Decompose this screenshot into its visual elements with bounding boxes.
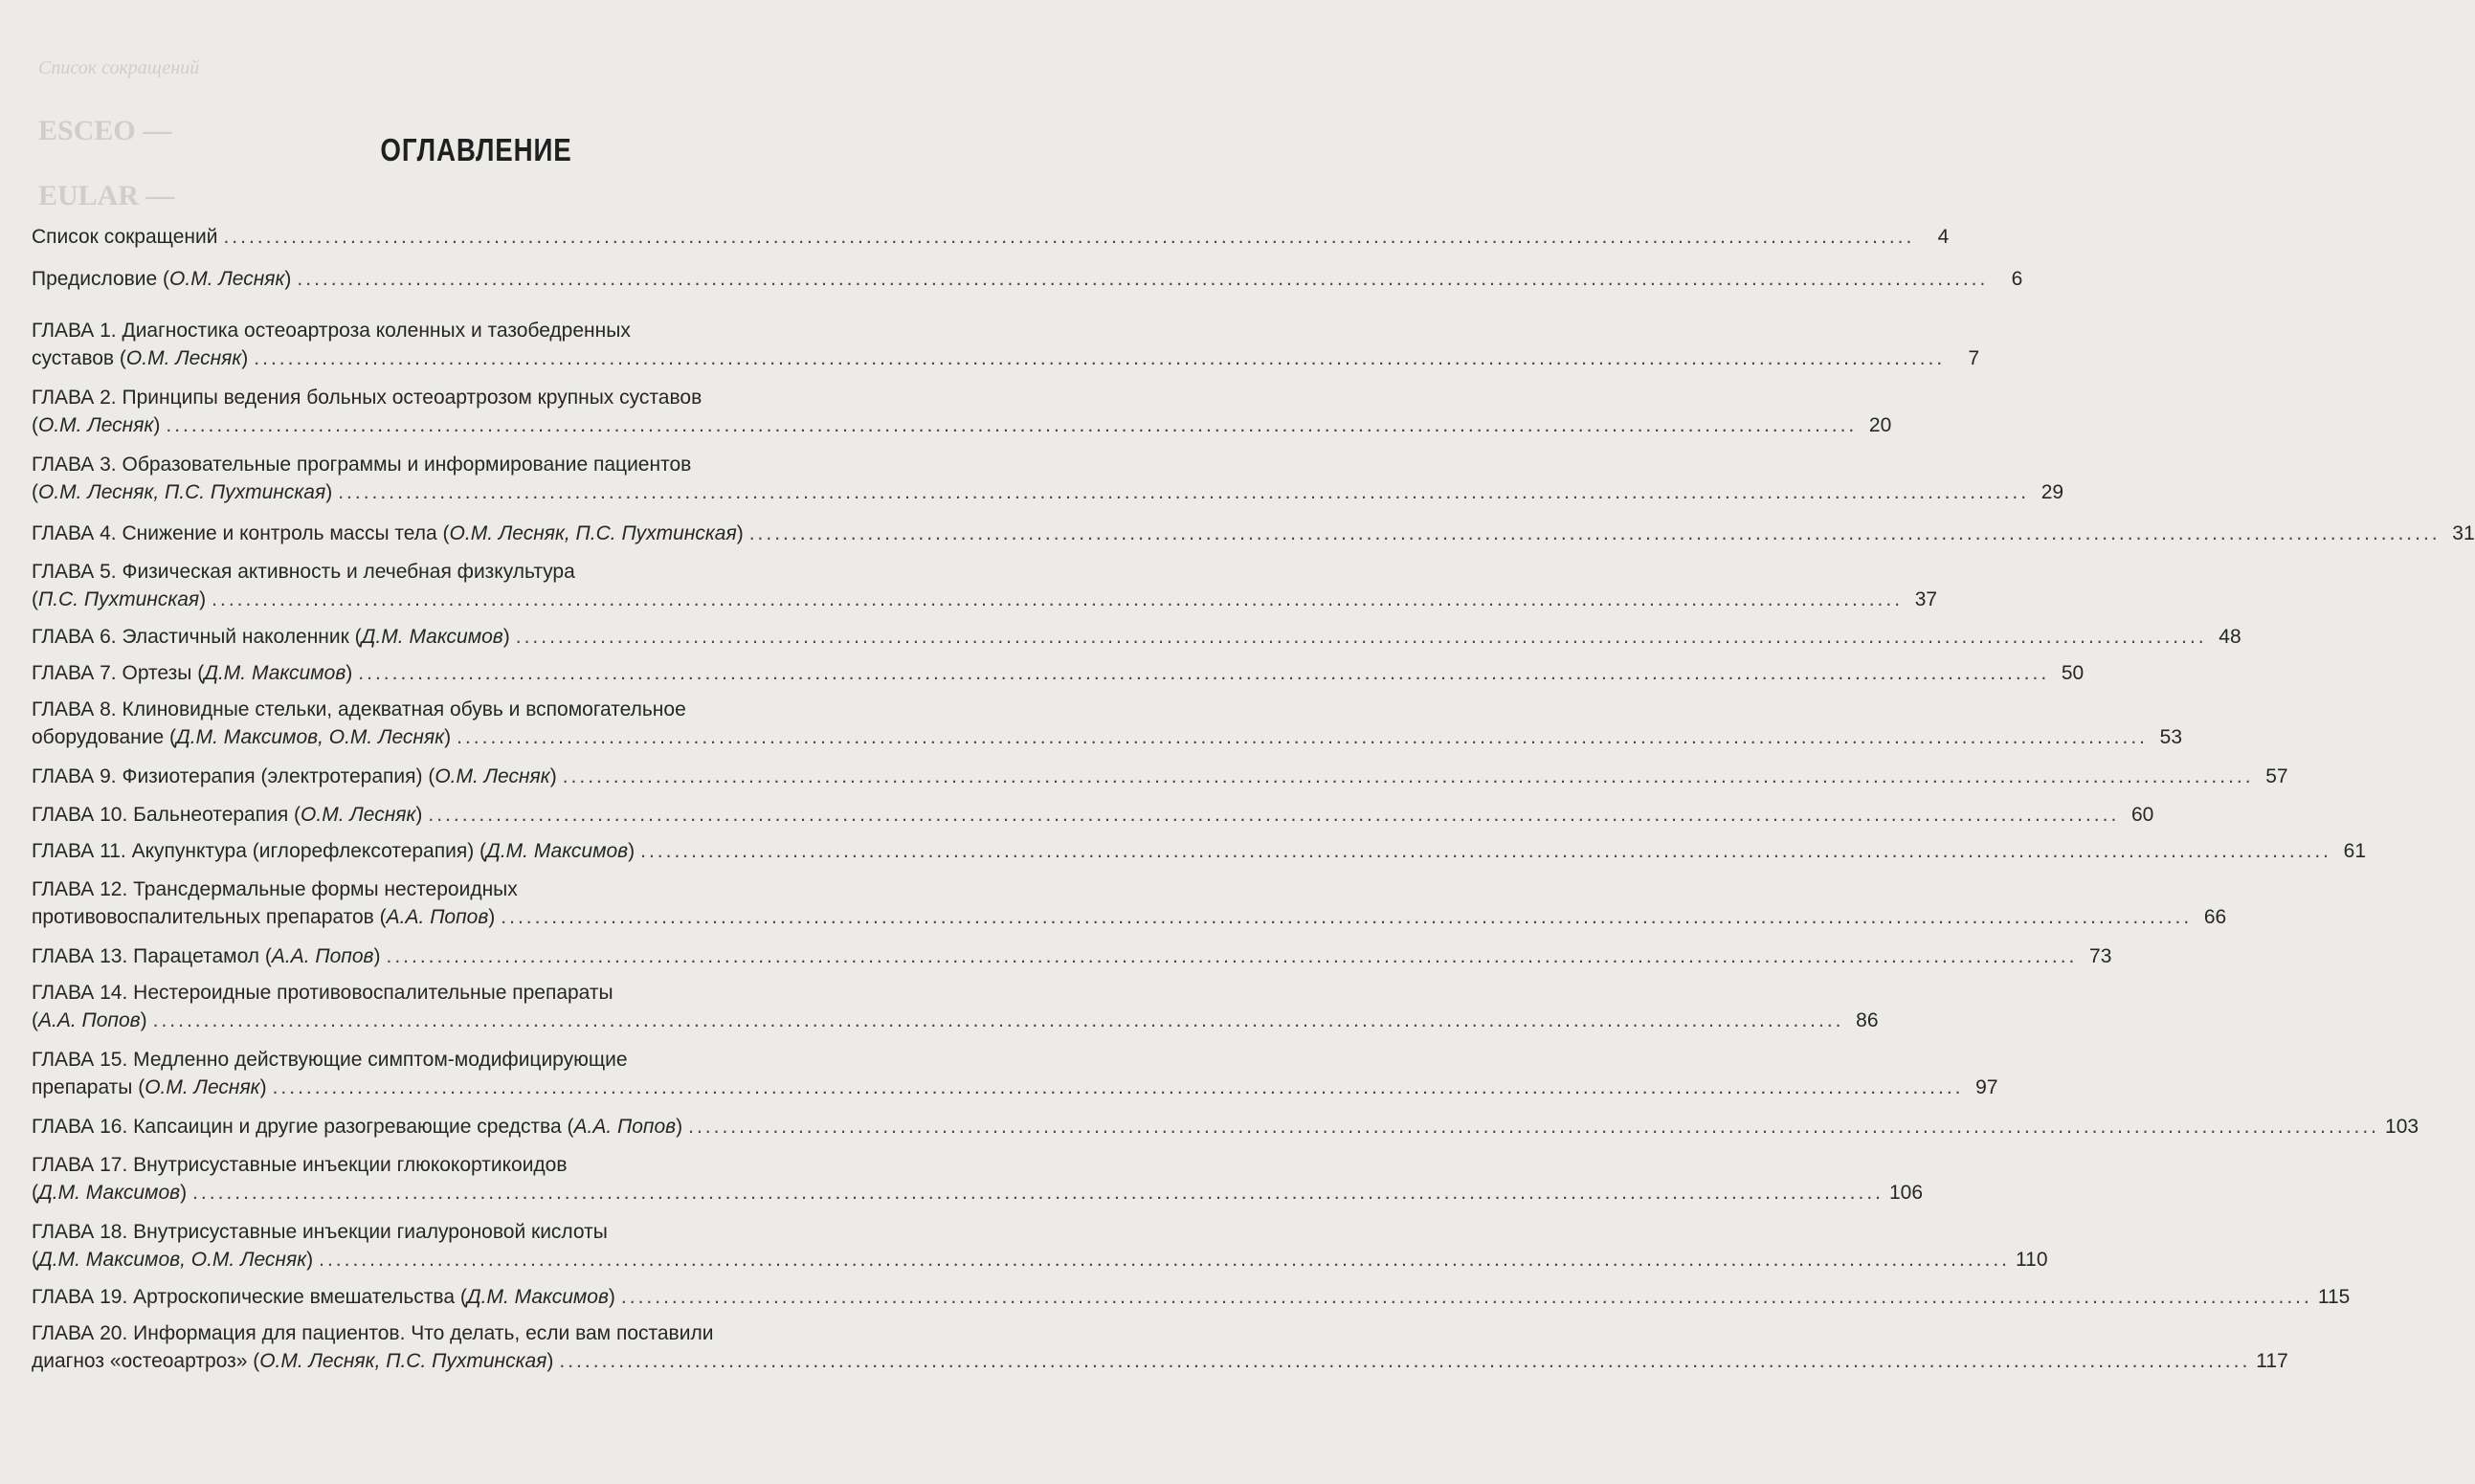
toc-entry-title: ГЛАВА 19. Артроскопические вмешательства ( xyxy=(32,1286,467,1308)
toc-entry-title: ГЛАВА 7. Ортезы ( xyxy=(32,662,205,684)
dot-leader: ........................................................................................................................................................................................................ xyxy=(515,626,2207,648)
toc-entry-title-line: ГЛАВА 5. Физическая активность и лечебная физкультура xyxy=(32,561,575,583)
dot-leader: ........................................................................................................................................................................................................ xyxy=(748,522,2441,544)
toc-entry-text xyxy=(32,623,510,651)
dot-leader: ........................................................................................................................................................................................................ xyxy=(559,1350,2251,1372)
ghost-line: ESCEO — xyxy=(38,115,172,146)
toc-entry-author: А.А. Попов xyxy=(38,1009,141,1031)
toc-entry-title: ГЛАВА 4. Снижение и контроль массы тела ( xyxy=(32,522,450,544)
toc-entry-author: П.С. Пухтинская xyxy=(38,588,200,610)
dot-leader: ........................................................................................................................................................................................................ xyxy=(166,414,1858,436)
toc-entry-text xyxy=(32,942,381,970)
toc-entry-title: ( xyxy=(32,414,38,436)
toc-entry[interactable] xyxy=(32,837,2367,865)
toc-entry[interactable] xyxy=(32,451,2064,506)
dot-leader: ........................................................................................................................................................................................................ xyxy=(562,765,2254,787)
toc-page-number: 61 xyxy=(2343,840,2367,862)
toc-page-number: 7 xyxy=(1968,347,1980,369)
toc-entry[interactable] xyxy=(32,1046,1998,1101)
toc-entry-text xyxy=(32,801,422,829)
toc-entry-title-line: ГЛАВА 1. Диагностика остеоартроза коленных и тазобедренных xyxy=(32,320,631,342)
toc-entry-title: ( xyxy=(32,1249,38,1271)
toc-page-number: 66 xyxy=(2203,906,2227,928)
toc-entry-paren: ) xyxy=(488,906,496,928)
toc-entry-text xyxy=(32,1179,187,1207)
toc-entry-author: Д.М. Максимов xyxy=(466,1286,609,1308)
toc-entry-line xyxy=(32,1074,1998,1101)
toc-entry-author: О.М. Лесняк xyxy=(435,765,550,787)
toc-entry-text xyxy=(32,903,495,931)
dot-leader: ........................................................................................................................................................................................................ xyxy=(457,726,2149,748)
toc-entry-paren: ) xyxy=(153,414,161,436)
toc-entry[interactable] xyxy=(32,623,2241,651)
toc-entry-line xyxy=(32,659,2085,687)
toc-entry[interactable] xyxy=(32,801,2154,829)
toc-entry-author: О.М. Лесняк xyxy=(169,268,285,290)
ghost-header: Список сокращений xyxy=(38,57,200,78)
toc-entry-title: диагноз «остеоартроз» ( xyxy=(32,1350,260,1372)
toc-entry-paren: ) xyxy=(415,804,423,826)
toc-entry-line xyxy=(32,1007,1879,1034)
toc-entry-author: О.М. Лесняк, П.С. Пухтинская xyxy=(38,481,326,503)
toc-entry-line xyxy=(32,837,2367,865)
toc-entry-author: О.М. Лесняк xyxy=(145,1076,260,1098)
toc-entry-title: Предисловие ( xyxy=(32,268,170,290)
toc-entry-author: О.М. Лесняк xyxy=(38,414,154,436)
toc-entry-author: Д.М. Максимов, О.М. Лесняк xyxy=(176,726,445,748)
toc-entry-paren: ) xyxy=(284,268,292,290)
toc-entry-line xyxy=(32,1179,1924,1207)
toc-entry-line xyxy=(32,344,1980,372)
toc-entry-title: ГЛАВА 10. Бальнеотерапия ( xyxy=(32,804,301,826)
toc-entry-text xyxy=(32,344,248,372)
toc-entry-title: ( xyxy=(32,1009,38,1031)
toc-page-number: 110 xyxy=(2016,1249,2048,1271)
toc-entry[interactable] xyxy=(32,265,2023,293)
toc-entry-line xyxy=(32,763,2288,790)
toc-entry[interactable] xyxy=(32,875,2227,931)
toc-entry-author: А.А. Попов xyxy=(386,906,489,928)
toc-entry-paren: ) xyxy=(736,522,744,544)
toc-entry-paren: ) xyxy=(546,1350,554,1372)
toc-entry-text xyxy=(32,1007,147,1034)
toc-entry-author: А.А. Попов xyxy=(573,1116,677,1138)
toc-entry-title: оборудование ( xyxy=(32,726,176,748)
toc-entry-author: О.М. Лесняк, П.С. Пухтинская xyxy=(259,1350,547,1372)
toc-entry-line xyxy=(32,411,1892,439)
toc-entry-line xyxy=(32,223,1950,251)
dot-leader: ........................................................................................................................................................................................................ xyxy=(428,804,2120,826)
toc-entry-title-line: ГЛАВА 17. Внутрисуставные инъекции глюкокортикоидов xyxy=(32,1154,568,1176)
toc-entry[interactable] xyxy=(32,1151,1924,1207)
toc-entry-text xyxy=(32,586,206,613)
toc-entry[interactable] xyxy=(32,942,2112,970)
toc-entry-paren: ) xyxy=(502,626,510,648)
toc-entry-title: ( xyxy=(32,1182,38,1204)
toc-entry-title-line: ГЛАВА 8. Клиновидные стельки, адекватная обувь и вспомогательное xyxy=(32,698,686,720)
toc-entry-title: Список сокращений xyxy=(32,226,218,248)
toc-entry-paren: ) xyxy=(444,726,452,748)
toc-entry-title-line: ГЛАВА 15. Медленно действующие симптом-модифицирующие xyxy=(32,1049,628,1071)
toc-entry-paren: ) xyxy=(180,1182,188,1204)
toc-page-number: 4 xyxy=(1937,226,1950,248)
toc-page-number: 20 xyxy=(1868,414,1892,436)
toc-entry-text xyxy=(32,1074,267,1101)
dot-leader: ........................................................................................................................................................................................................ xyxy=(358,662,2050,684)
dot-leader: ........................................................................................................................................................................................................ xyxy=(254,347,1946,369)
dot-leader: ........................................................................................................................................................................................................ xyxy=(223,226,1915,248)
toc-entry-line xyxy=(32,265,2023,293)
toc-entry[interactable] xyxy=(32,520,2475,547)
toc-entry-paren: ) xyxy=(346,662,353,684)
toc-entry-author: Д.М. Максимов xyxy=(486,840,629,862)
toc-entry-text xyxy=(32,1347,553,1375)
toc-page-number: 97 xyxy=(1975,1076,1998,1098)
toc-entry-title: ГЛАВА 6. Эластичный наколенник ( xyxy=(32,626,362,648)
toc-page-number: 103 xyxy=(2385,1116,2419,1138)
toc-entry-line xyxy=(32,942,2112,970)
toc-entry-author: Д.М. Максимов, О.М. Лесняк xyxy=(38,1249,307,1271)
toc-page-number: 60 xyxy=(2130,804,2154,826)
toc-entry-paren: ) xyxy=(306,1249,314,1271)
toc-entry-line xyxy=(32,1113,2419,1141)
toc-entry[interactable] xyxy=(32,763,2288,790)
toc-entry-author: А.А. Попов xyxy=(271,945,374,967)
toc-entry-title: противовоспалительных препаратов ( xyxy=(32,906,387,928)
toc-entry-author: Д.М. Максимов xyxy=(38,1182,181,1204)
toc-entry-line xyxy=(32,1246,2048,1274)
dot-leader: ........................................................................................................................................................................................................ xyxy=(319,1249,2011,1271)
toc-entry[interactable] xyxy=(32,979,1879,1034)
toc-entry-paren: ) xyxy=(140,1009,147,1031)
toc-entry-author: Д.М. Максимов xyxy=(204,662,346,684)
toc-page-number: 31 xyxy=(2452,522,2475,544)
toc-entry[interactable] xyxy=(32,317,1980,372)
toc-entry-title-line: ГЛАВА 14. Нестероидные противовоспалительные препараты xyxy=(32,982,613,1004)
toc-entry-line xyxy=(32,586,1938,613)
toc-entry-title: ГЛАВА 13. Парацетамол ( xyxy=(32,945,272,967)
toc-entry-paren: ) xyxy=(259,1076,267,1098)
toc-entry-title: препараты ( xyxy=(32,1076,145,1098)
toc-entry-paren: ) xyxy=(373,945,381,967)
toc-entry-paren: ) xyxy=(325,481,333,503)
toc-entry[interactable] xyxy=(32,1218,2048,1274)
toc-page-number: 106 xyxy=(1889,1182,1924,1204)
toc-entry-text xyxy=(32,659,352,687)
toc-entry-text xyxy=(32,411,160,439)
toc-entry-text xyxy=(32,223,217,251)
toc-entry-text xyxy=(32,1246,313,1274)
toc-entry-text xyxy=(32,1113,682,1141)
dot-leader: ........................................................................................................................................................................................................ xyxy=(640,840,2332,862)
toc-entry-paren: ) xyxy=(549,765,557,787)
toc-entry-author: О.М. Лесняк xyxy=(301,804,416,826)
toc-entry-line xyxy=(32,801,2154,829)
toc-entry[interactable] xyxy=(32,223,1950,251)
toc-entry-line xyxy=(32,903,2227,931)
dot-leader: ........................................................................................................................................................................................................ xyxy=(272,1076,1964,1098)
toc-entry-line xyxy=(32,520,2475,547)
toc-entry-title: ГЛАВА 16. Капсаицин и другие разогревающие средства ( xyxy=(32,1116,574,1138)
toc-entry-title: ( xyxy=(32,481,38,503)
toc-entry[interactable] xyxy=(32,1319,2288,1375)
dot-leader: ........................................................................................................................................................................................................ xyxy=(386,945,2078,967)
toc-entry-paren: ) xyxy=(241,347,249,369)
toc-entry-text xyxy=(32,520,744,547)
toc-entry-paren: ) xyxy=(628,840,635,862)
toc-entry-title: ГЛАВА 11. Акупунктура (иглорефлексотерапия) ( xyxy=(32,840,487,862)
dot-leader: ........................................................................................................................................................................................................ xyxy=(212,588,1904,610)
dot-leader: ........................................................................................................................................................................................................ xyxy=(297,268,1989,290)
toc-entry-text xyxy=(32,763,557,790)
toc-entry-title-line: ГЛАВА 20. Информация для пациентов. Что делать, если вам поставили xyxy=(32,1322,714,1344)
toc-page-number: 117 xyxy=(2256,1350,2288,1372)
toc-entry-text xyxy=(32,265,291,293)
toc-entry-title-line: ГЛАВА 2. Принципы ведения больных остеоартрозом крупных суставов xyxy=(32,387,702,409)
toc-entry[interactable] xyxy=(32,696,2183,751)
page-title: ОГЛАВЛЕНИЕ xyxy=(380,132,572,167)
toc-entry-paren: ) xyxy=(676,1116,683,1138)
toc-page-number: 37 xyxy=(1914,588,1938,610)
dot-leader: ........................................................................................................................................................................................................ xyxy=(501,906,2193,928)
toc-page-number: 57 xyxy=(2265,765,2288,787)
toc-entry-title-line: ГЛАВА 3. Образовательные программы и информирование пациентов xyxy=(32,454,692,476)
toc-entry-paren: ) xyxy=(199,588,207,610)
toc-page-number: 86 xyxy=(1856,1009,1879,1031)
toc-entry-line xyxy=(32,1347,2288,1375)
toc-entry-author: Д.М. Максимов xyxy=(361,626,503,648)
dot-leader: ........................................................................................................................................................................................................ xyxy=(688,1116,2380,1138)
dot-leader: ........................................................................................................................................................................................................ xyxy=(192,1182,1884,1204)
toc-page-number: 73 xyxy=(2089,945,2112,967)
toc-entry-title-line: ГЛАВА 12. Трансдермальные формы нестероидных xyxy=(32,878,518,900)
ghost-line: EULAR — xyxy=(38,180,175,211)
dot-leader: ........................................................................................................................................................................................................ xyxy=(338,481,2030,503)
toc-entry-paren: ) xyxy=(608,1286,615,1308)
toc-entry-text xyxy=(32,723,451,751)
toc-entry-line xyxy=(32,478,2064,506)
toc-entry-author: О.М. Лесняк, П.С. Пухтинская xyxy=(449,522,737,544)
toc-page-number: 29 xyxy=(2040,481,2064,503)
toc-page-number: 48 xyxy=(2219,626,2241,648)
toc-page-number: 53 xyxy=(2159,726,2183,748)
dot-leader: ........................................................................................................................................................................................................ xyxy=(620,1286,2312,1308)
toc-entry[interactable] xyxy=(32,558,1938,613)
toc-page-number: 115 xyxy=(2317,1286,2351,1308)
toc-entry[interactable] xyxy=(32,1283,2351,1311)
toc-entry[interactable] xyxy=(32,384,1892,439)
toc-page-number: 6 xyxy=(2011,268,2023,290)
toc-entry-title: суставов ( xyxy=(32,347,126,369)
toc-entry-line xyxy=(32,723,2183,751)
toc-entry-title: ГЛАВА 9. Физиотерапия (электротерапия) ( xyxy=(32,765,435,787)
toc-page-number: 50 xyxy=(2061,662,2085,684)
toc-entry-text xyxy=(32,837,635,865)
toc-entry-author: О.М. Лесняк xyxy=(125,347,242,369)
toc-entry[interactable] xyxy=(32,1113,2419,1141)
toc-entry[interactable] xyxy=(32,659,2085,687)
toc-entry-text xyxy=(32,1283,615,1311)
toc-entry-text xyxy=(32,478,332,506)
toc-entry-line xyxy=(32,623,2241,651)
toc-entry-title: ( xyxy=(32,588,38,610)
toc-entry-title-line: ГЛАВА 18. Внутрисуставные инъекции гиалуроновой кислоты xyxy=(32,1221,608,1243)
dot-leader: ........................................................................................................................................................................................................ xyxy=(152,1009,1844,1031)
toc-entry-line xyxy=(32,1283,2351,1311)
